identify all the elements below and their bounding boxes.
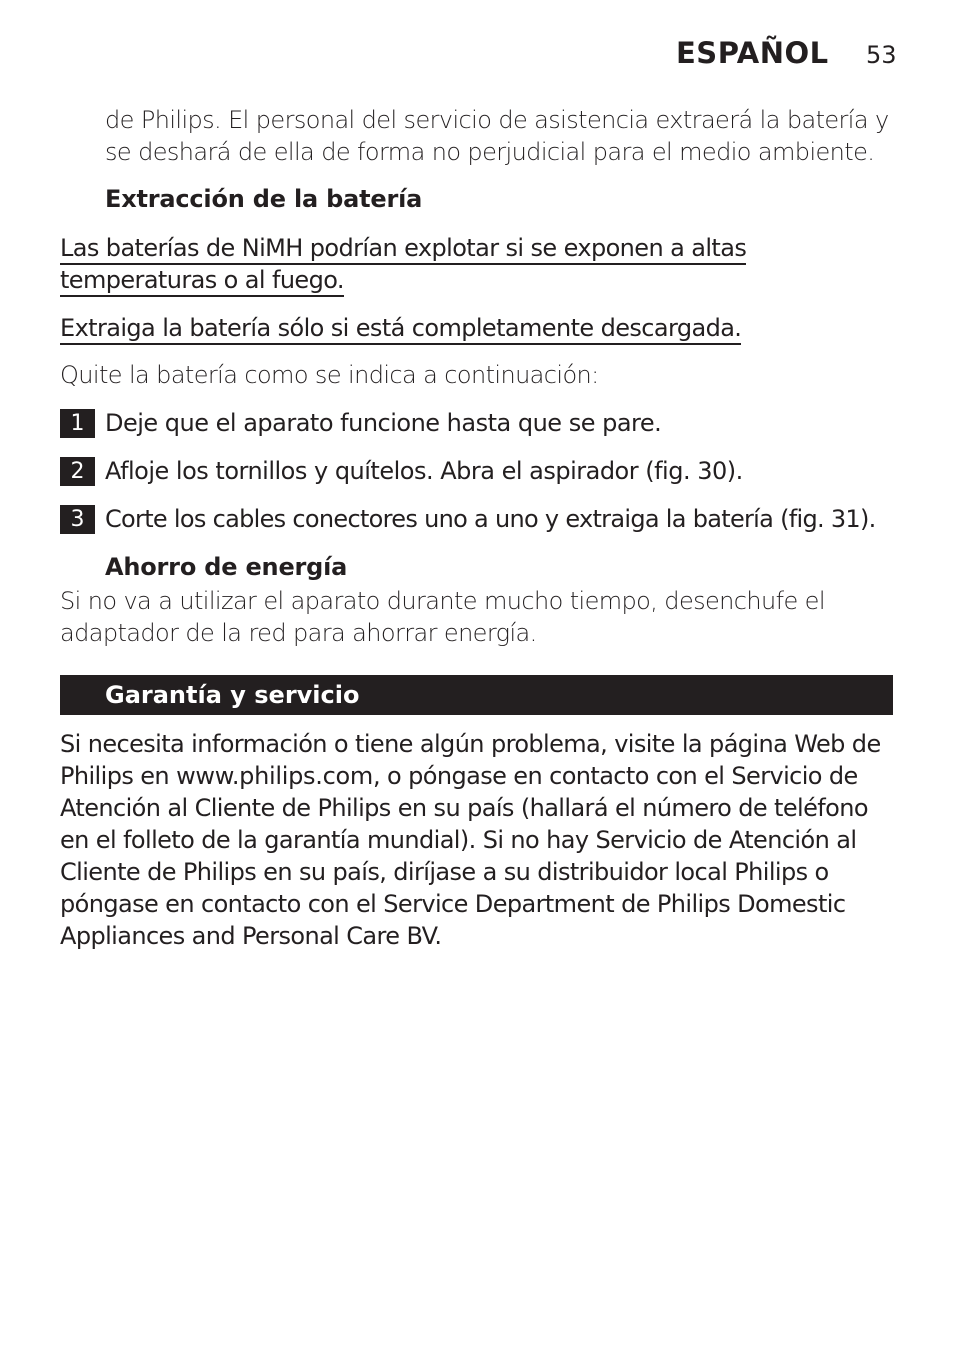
step-text: Corte los cables conectores uno a uno y extraiga la batería (fig. 31). [105,505,876,533]
warranty-text: Philips en [60,762,177,790]
page-number: 53 [866,41,897,69]
step-text: Afloje los tornillos y quítelos. Abra el aspirador (fig. 30). [105,457,743,485]
warranty-line: Atención al Cliente de Philips en su país (hallará el número de teléfono [60,794,868,822]
step-number-badge: 1 [60,409,95,438]
battery-warning-cont [60,264,344,297]
warranty-line: Appliances and Personal Care BV. [60,922,442,950]
warranty-line: Cliente de Philips en su país, diríjase a su distribuidor local Philips o [60,858,829,886]
intro-line-2: se deshará de ella de forma no perjudicial para el medio ambiente. [105,138,875,166]
battery-caution [60,312,741,345]
intro-line-1: de Philips. El personal del servicio de asistencia extraerá la batería y [105,106,889,134]
energy-line-1: Si no va a utilizar el aparato durante mucho tiempo, desenchufe el [60,587,825,615]
step-text: Deje que el aparato funcione hasta que se pare. [105,409,662,437]
warranty-section-title: Garantía y servicio [105,681,360,709]
website-link[interactable]: www.philips.com [176,762,373,790]
warranty-line: en el folleto de la garantía mundial). Si no hay Servicio de Atención al [60,826,857,854]
energy-section-title: Ahorro de energía [105,553,348,581]
warranty-line [60,760,890,792]
warranty-section-banner [60,675,893,715]
battery-warning-line-2: temperaturas o al fuego. [60,265,344,297]
step-number-badge: 3 [60,505,95,534]
warranty-line: Si necesita información o tiene algún problema, visite la página Web de [60,730,881,758]
energy-line-2: adaptador de la red para ahorrar energía. [60,619,537,647]
battery-instructions: Quite la batería como se indica a continuación: [60,361,599,389]
step-number-badge: 2 [60,457,95,486]
language-heading: ESPAÑOL [676,36,829,70]
battery-section-title: Extracción de la batería [105,185,423,213]
warranty-line: póngase en contacto con el Service Department de Philips Domestic [60,890,846,918]
warranty-paragraph [60,728,890,952]
battery-caution-text: Extraiga la batería sólo si está completamente descargada. [60,313,741,345]
battery-warning-line-1: Las baterías de NiMH podrían explotar si se exponen a altas [60,233,746,265]
battery-warning [60,232,746,265]
warranty-text: , o póngase en contacto con el Servicio de [372,762,858,790]
